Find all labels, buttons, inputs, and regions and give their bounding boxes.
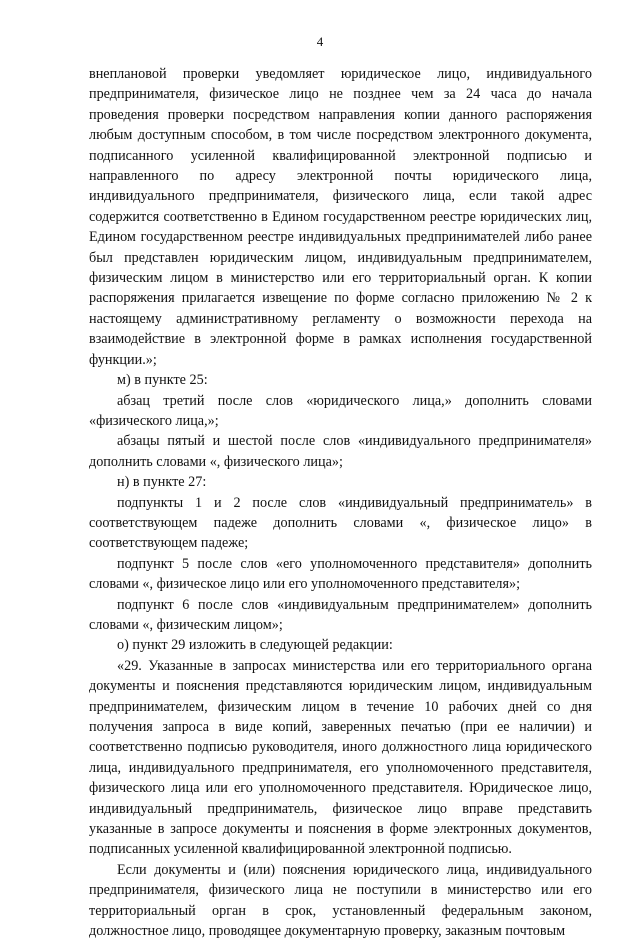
paragraph-item-o: о) пункт 29 изложить в следующей редакции: <box>117 637 393 654</box>
paragraph-item-n-sub-1-2: подпункты 1 и 2 после слов «индивидуальный предприниматель» в соответствующем падеже дополнить словами «, физическое лицо» в соответствующем падеже; <box>89 494 592 552</box>
paragraph-item-m-abzac-3: абзац третий после слов «юридического лица,» дополнить словами «физического лица,»; <box>89 392 592 429</box>
page-number: 4 <box>316 34 324 49</box>
paragraph-clause-29: «29. Указанные в запросах министерства или его территориального органа документы и пояснения представляются юридическим лицом, индивидуальным предпринимателем, физическим лицом в течение 10 рабочих дней со дня получения запроса в виде копий, заверенных печатью (при ее наличии) и соответственно подписью руководителя, иного должностного лица юридического лица, индивидуального предпринимателя, его уполномоченного представителя, физического лица или его уполномоченного представителя. Юридическое лицо, индивидуальный предприниматель, физическое лицо вправе представить указанные в запросе документы и пояснения в форме электронных документов, подписанных усиленной квалифицированной электронной подписью. <box>89 657 592 858</box>
paragraph-item-m-abzac-5-6: абзацы пятый и шестой после слов «индивидуального предпринимателя» дополнить словами «, физического лица»; <box>89 433 592 470</box>
paragraph-item-m: м) в пункте 25: <box>117 372 208 389</box>
paragraph-clause-29-continued: Если документы и (или) пояснения юридического лица, индивидуального предпринимателя, физического лица не поступили в министерство или его территориальный орган в срок, установленный федеральным законом, должностное лицо, проводящее документарную проверку, заказным почтовым <box>89 861 592 940</box>
document-body <box>89 64 592 941</box>
paragraph-item-n-sub-6: подпункт 6 после слов «индивидуальным предпринимателем» дополнить словами «, физическим лицом»; <box>89 596 592 633</box>
paragraph-continuation: внеплановой проверки уведомляет юридическое лицо, индивидуального предпринимателя, физическое лицо не позднее чем за 24 часа до начала проведения проверки посредством направления копии данного распоряжения любым доступным способом, в том числе посредством электронного документа, подписанного усиленной квалифицированной электронной подписью и направленного по адресу электронной почты юридического лица, индивидуального предпринимателя, физического лица, если такой адрес содержится соответственно в Едином государственном реестре юридических лиц, Едином государственном реестре индивидуальных предпринимателей либо ранее был представлен юридическим лицом, индивидуальным предпринимателем, физическим лицом в министерство или его территориальный орган. К копии распоряжения прилагается извещение по форме согласно приложению № 2 к настоящему административному регламенту о возможности перехода на взаимодействие в электронной форме в рамках исполнения государственной функции.»; <box>89 66 592 368</box>
paragraph-item-n-sub-5: подпункт 5 после слов «его уполномоченного представителя» дополнить словами «, физическое лицо или его уполномоченного представителя»; <box>89 555 592 593</box>
paragraph-item-n: н) в пункте 27: <box>117 474 207 491</box>
